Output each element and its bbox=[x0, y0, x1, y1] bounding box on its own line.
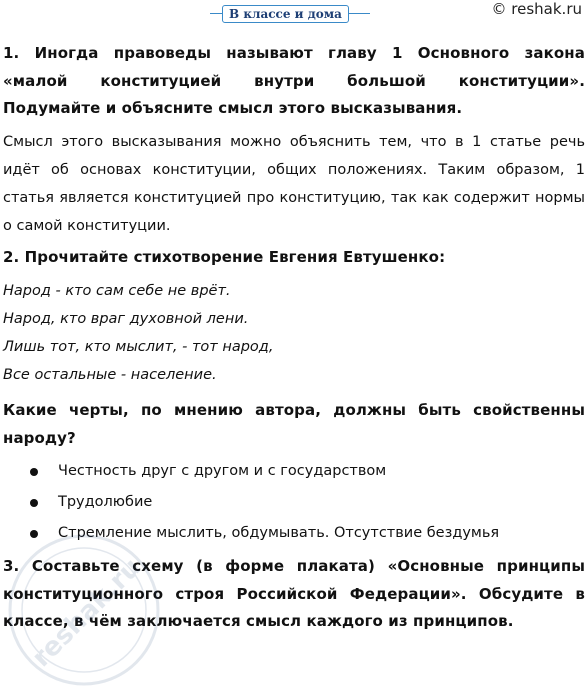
question-1 bbox=[3, 40, 585, 240]
section-banner: В классе и дома bbox=[222, 5, 349, 23]
question-2 bbox=[3, 244, 585, 550]
poem bbox=[3, 277, 585, 389]
question-2-subquestion: Какие черты, по мнению автора, должны быть свойственны народу? bbox=[3, 401, 585, 447]
poem-line: Народ - кто сам себе не врёт. bbox=[3, 283, 231, 299]
list-item bbox=[3, 487, 585, 518]
site-copyright: © reshak.ru bbox=[491, 0, 582, 18]
bullet-icon bbox=[30, 530, 38, 538]
document-content bbox=[3, 40, 585, 636]
watermark-text: reshak.ru bbox=[26, 552, 148, 674]
bullet-icon bbox=[30, 468, 38, 476]
list-item-text: Стремление мыслить, обдумывать. Отсутствие бездумья bbox=[58, 525, 500, 541]
answer-1: Смысл этого высказывания можно объяснить тем, что в 1 статье речь идёт об основах конституции, общих положениях. Таким образом, 1 статья является конституцией про конституцию, так как содержит нормы о самой конституции. bbox=[3, 133, 585, 234]
poem-line: Народ, кто враг духовной лени. bbox=[3, 311, 249, 327]
list-item bbox=[3, 456, 585, 487]
question-2-title: 2. Прочитайте стихотворение Евгения Евтушенко: bbox=[3, 247, 446, 266]
question-1-line-1: 1. Иногда правоведы называют главу 1 Основного закона bbox=[3, 44, 585, 62]
question-3 bbox=[3, 553, 585, 636]
traits-list bbox=[3, 456, 585, 549]
poem-line: Все остальные - население. bbox=[3, 367, 217, 383]
question-3-text: 3. Составьте схему (в форме плаката) «Основные принципы конституционного строя Российской Федерации». Обсудите в классе, в чём заключается смысл каждого из принципов. bbox=[3, 557, 585, 630]
list-item-text: Трудолюбие bbox=[58, 494, 153, 510]
poem-line: Лишь тот, кто мыслит, - тот народ, bbox=[3, 339, 274, 355]
list-item bbox=[3, 518, 585, 549]
list-item-text: Честность друг с другом и с государством bbox=[58, 463, 387, 479]
question-1-line-3: Подумайте и объясните смысл этого высказывания. bbox=[3, 99, 463, 117]
question-1-line-2: «малой конституцией внутри большой конституции». bbox=[3, 71, 585, 90]
bullet-icon bbox=[30, 499, 38, 507]
